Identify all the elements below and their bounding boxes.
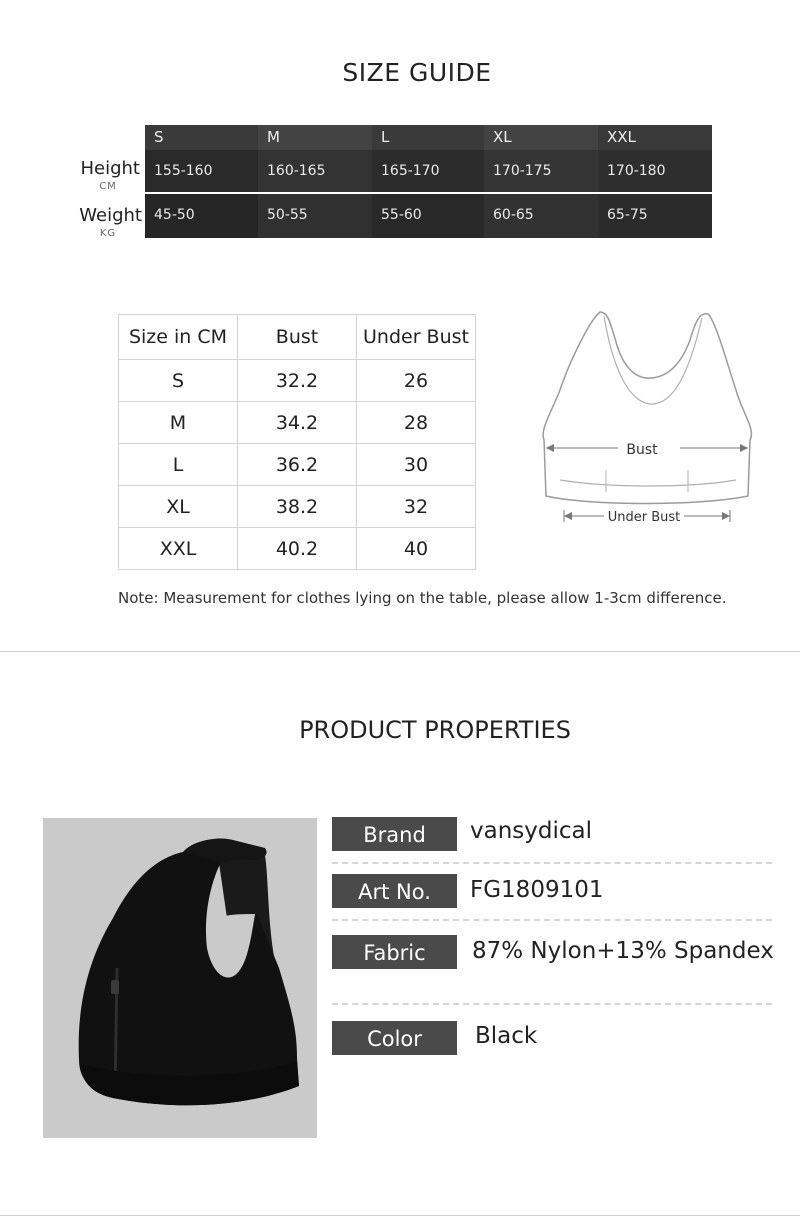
weight-unit: KG [99,228,117,239]
table-row [119,444,476,486]
table-row [119,528,476,570]
fabric-value: 87% Nylon+13% Spandex [472,938,774,964]
color-value: Black [475,1023,538,1049]
under-bust-label: Under Bust [607,510,681,525]
weight-cell-m: 50-55 [258,194,372,238]
size-column-xl: XL [484,125,598,150]
product-properties-title: PRODUCT PROPERTIES [299,716,571,744]
table-row [119,402,476,444]
measurement-header-row [119,315,476,360]
measurement-table [118,314,476,570]
height-cell-m: 160-165 [258,150,372,192]
weight-cell-xl: 60-65 [484,194,598,238]
header-bust: Bust [238,315,357,360]
header-under-bust: Under Bust [357,315,476,360]
weight-cell-s: 45-50 [145,194,258,238]
height-cell-l: 165-170 [372,150,484,192]
under-bust-cell: 32 [357,486,476,528]
sports-bra-image [43,818,317,1138]
brand-label: Brand [332,817,457,851]
size-column-s: S [145,125,258,150]
size-cell: S [119,360,238,402]
bra-measurement-diagram [530,300,770,540]
height-cell-s: 155-160 [145,150,258,192]
bust-cell: 40.2 [238,528,357,570]
bra-outline [543,312,751,504]
height-unit: CM [99,181,117,192]
measurement-note: Note: Measurement for clothes lying on the table, please allow 1-3cm difference. [118,589,727,607]
brand-value: vansydical [470,818,592,844]
height-label: Height [80,158,140,179]
section-divider [0,651,800,652]
under-bust-cell: 30 [357,444,476,486]
under-bust-cell: 28 [357,402,476,444]
under-bust-cell: 26 [357,360,476,402]
table-row [119,486,476,528]
height-cell-xl: 170-175 [484,150,598,192]
art-no-label: Art No. [332,874,457,908]
section-divider [0,1215,800,1216]
art-no-value: FG1809101 [470,877,604,903]
size-cell: XXL [119,528,238,570]
bust-label: Bust [626,442,658,458]
size-column-l: L [372,125,484,150]
size-column-m: M [258,125,372,150]
size-cell: M [119,402,238,444]
color-label: Color [332,1021,457,1055]
height-cell-xxl: 170-180 [598,150,712,192]
size-guide-title: SIZE GUIDE [342,58,492,87]
fabric-label: Fabric [332,935,457,969]
row-separator [332,1003,772,1005]
bust-cell: 38.2 [238,486,357,528]
size-column-xxl: XXL [598,125,712,150]
size-cell: XL [119,486,238,528]
weight-cell-xxl: 65-75 [598,194,712,238]
weight-label: Weight [79,205,142,226]
size-cell: L [119,444,238,486]
row-separator [332,919,772,921]
table-row [119,360,476,402]
bust-cell: 32.2 [238,360,357,402]
bust-cell: 36.2 [238,444,357,486]
bust-cell: 34.2 [238,402,357,444]
weight-cell-l: 55-60 [372,194,484,238]
header-size: Size in CM [119,315,238,360]
row-separator [332,862,772,864]
under-bust-cell: 40 [357,528,476,570]
product-image [43,818,317,1138]
